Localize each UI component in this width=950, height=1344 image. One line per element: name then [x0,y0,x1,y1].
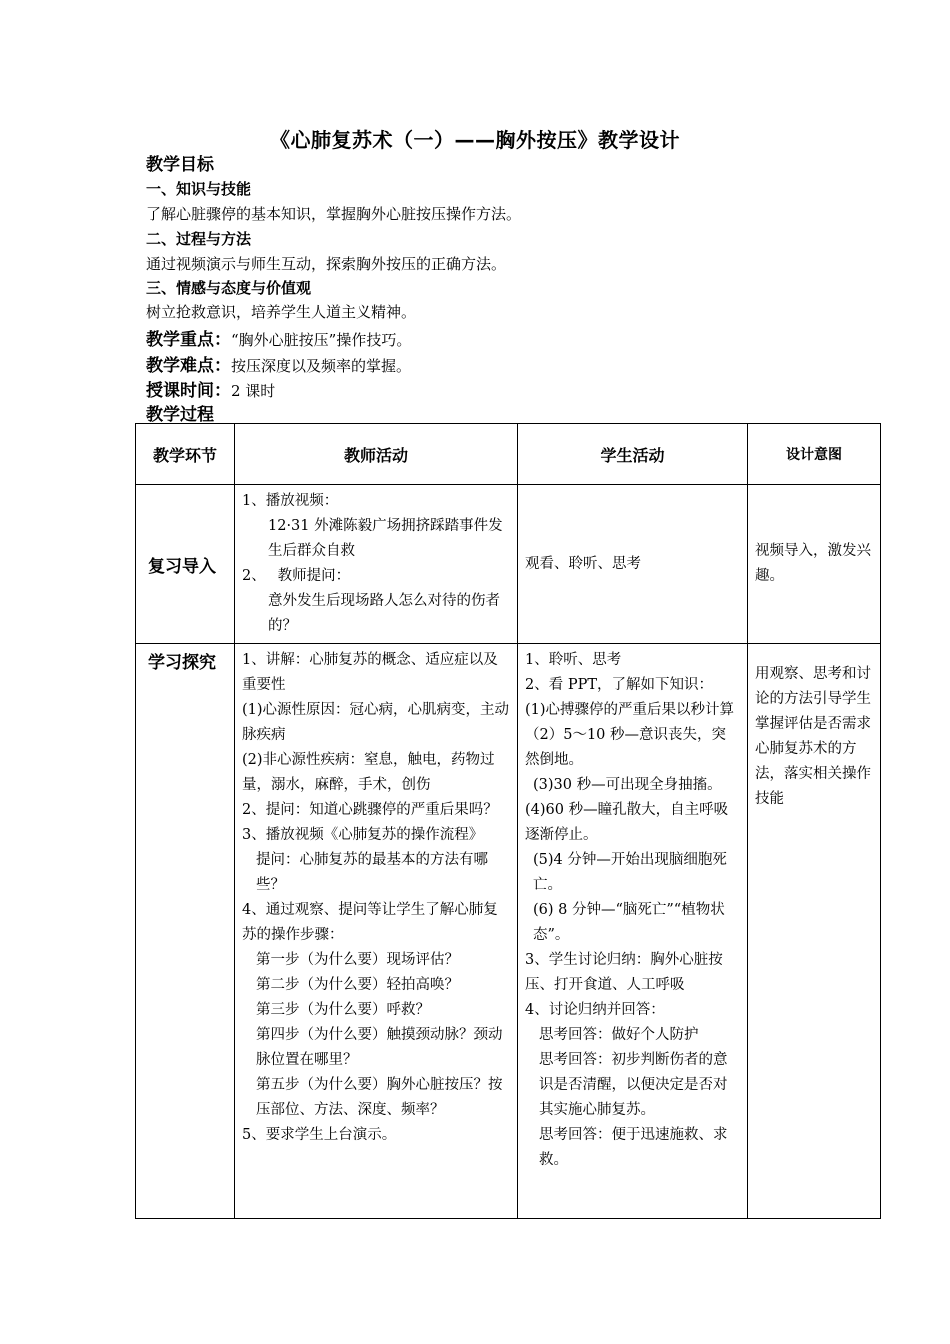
intent-line: 用观察、思考和讨论的方法引导学生掌握评估是否需求心肺复苏术的方法，落实相关操作技能 [755,666,871,807]
student-line: 观看、聆听、思考 [525,555,641,572]
difficulty-value: 按压深度以及频率的掌握。 [231,357,412,375]
header-student: 学生活动 [518,424,748,485]
student-line: 思考回答：便于迅速施救、求救。 [539,1127,728,1168]
table-row [136,485,881,644]
key-point-line [146,325,411,350]
design-intent-cell [748,644,881,1219]
header-intent: 设计意图 [748,424,881,485]
teaching-process-table [135,423,881,1219]
process-heading: 教学过程 [146,405,214,425]
student-line: （2）5～10 秒—意识丧失，突然倒地。 [525,727,727,768]
teacher-line: 提问：心肺复苏的最基本的方法有哪些？ [256,852,488,893]
teacher-activity-cell [235,485,518,644]
table-row [136,644,881,1219]
document-title: 《心肺复苏术（一）——胸外按压》教学设计 [270,128,680,152]
teacher-line: 第二步（为什么要）轻拍高唤？ [256,977,459,993]
stage-cell: 复习导入 [136,485,235,644]
teacher-line: 12·31 外滩陈毅广场拥挤踩踏事件发生后群众自救 [268,518,503,559]
intent-line: 视频导入，激发兴趣。 [755,543,871,584]
teacher-activity-cell [235,644,518,1219]
teacher-line: 第五步（为什么要）胸外心脏按压？按压部位、方法、深度、频率？ [256,1077,503,1118]
time-label: 授课时间： [146,381,231,401]
teacher-line: 意外发生后现场路人怎么对待的伤者的？ [268,593,500,634]
time-line [146,376,275,401]
key-point-value: “胸外心脏按压”操作技巧。 [231,331,412,349]
teacher-line: (2)非心源性疾病：窒息，触电，药物过量，溺水，麻醉，手术，创伤 [242,752,495,793]
teacher-line: 5、要求学生上台演示。 [242,1127,397,1143]
teacher-line: (1)心源性原因：冠心病，心肌病变，主动脉疾病 [242,702,510,743]
teacher-line: 第三步（为什么要）呼救？ [256,1002,430,1018]
key-point-label: 教学重点： [146,330,231,350]
goal1-heading: 一、知识与技能 [146,180,252,198]
student-line: 1、聆听、思考 [525,652,622,668]
table-header-row [136,424,881,485]
header-stage: 教学环节 [136,424,235,485]
stage-cell: 学习探究 [136,644,235,1219]
difficulty-label: 教学难点： [146,356,231,376]
teacher-line: 1、讲解：心肺复苏的概念、适应症以及重要性 [242,652,498,693]
goal1-text: 了解心脏骤停的基本知识，掌握胸外心脏按压操作方法。 [146,205,522,223]
student-line: (3)30 秒—可出现全身抽搐。 [533,777,722,793]
student-line: 思考回答：初步判断伤者的意识是否清醒，以便决定是否对其实施心肺复苏。 [539,1052,728,1118]
student-line: (1)心搏骤停的严重后果以秒计算 [525,702,735,718]
student-line: 3、学生讨论归纳：胸外心脏按压、打开食道、人工呼吸 [525,952,723,993]
goal2-text: 通过视频演示与师生互动，探索胸外按压的正确方法。 [146,255,507,273]
teacher-line: 第四步（为什么要）触摸颈动脉？颈动脉位置在哪里？ [256,1027,503,1068]
goal3-heading: 三、情感与态度与价值观 [146,279,312,297]
teacher-line: 2、 教师提问： [242,568,351,584]
design-intent-cell [748,485,881,644]
student-line: (4)60 秒—瞳孔散大，自主呼吸逐渐停止。 [525,802,729,843]
teacher-line: 2、提问：知道心跳骤停的严重后果吗？ [242,802,498,818]
goal2-heading: 二、过程与方法 [146,230,252,248]
teacher-line: 1、播放视频： [242,493,339,509]
student-line: (6) 8 分钟—“脑死亡”“植物状态”。 [533,902,725,943]
difficulty-line [146,351,411,376]
goals-heading: 教学目标 [146,155,214,175]
time-value: 2 课时 [231,382,276,400]
student-line: 4、讨论归纳并回答： [525,1002,665,1018]
goal3-text: 树立抢救意识，培养学生人道主义精神。 [146,303,417,321]
student-line: 思考回答：做好个人防护 [539,1027,699,1043]
teacher-line: 4、通过观察、提问等让学生了解心肺复苏的操作步骤： [242,902,498,943]
header-teacher: 教师活动 [235,424,518,485]
teacher-line: 第一步（为什么要）现场评估？ [256,952,459,968]
student-activity-cell [518,485,748,644]
student-line: 2、看 PPT，了解如下知识： [525,677,714,693]
teacher-line: 3、播放视频《心肺复苏的操作流程》 [242,827,484,843]
student-activity-cell [518,644,748,1219]
student-line: (5)4 分钟—开始出现脑细胞死亡。 [533,852,727,893]
